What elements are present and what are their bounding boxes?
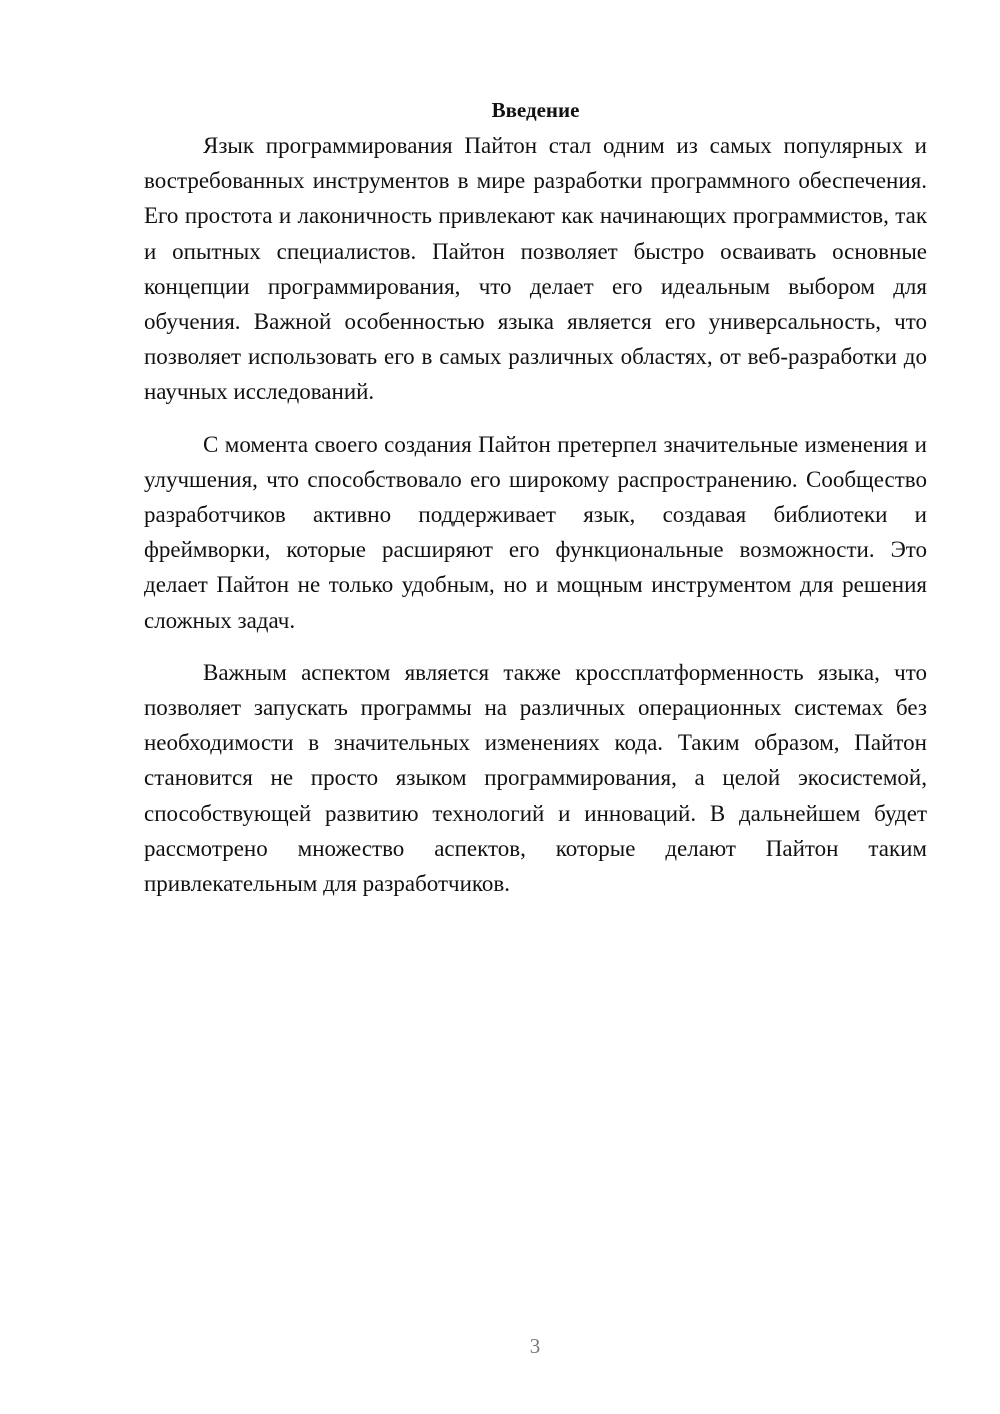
page-content — [144, 93, 927, 918]
paragraph-1: Язык программирования Пайтон стал одним из самых популярных и востребованных инструментов в мире разработки программного обеспечения. Его простота и лаконичность привлекают как начинающих программистов, так и опытных специалистов. Пайтон позволяет быстро осваивать основные концепции программирования, что делает его идеальным выбором для обучения. Важной особенностью языка является его универсальность, что позволяет использовать его в самых различных областях, от веб-разработки до научных исследований. — [144, 133, 927, 405]
page-number: 3 — [529, 1334, 541, 1358]
paragraph-3: Важным аспектом является также кроссплатформенность языка, что позволяет запускать программы на различных операционных системах без необходимости в значительных изменениях кода. Таким образом, Пайтон становится не просто языком программирования, а целой экосистемой, способствующей развитию технологий и инноваций. В дальнейшем будет рассмотрено множество аспектов, которые делают Пайтон таким привлекательным для разработчиков. — [144, 659, 927, 897]
paragraph-2: С момента своего создания Пайтон претерпел значительные изменения и улучшения, что способствовало его широкому распространению. Сообщество разработчиков активно поддерживает язык, создавая библиотеки и фреймворки, которые расширяют его функциональные возможности. Это делает Пайтон не только удобным, но и мощным инструментом для решения сложных задач. — [144, 431, 927, 633]
section-heading: Введение — [491, 98, 580, 122]
